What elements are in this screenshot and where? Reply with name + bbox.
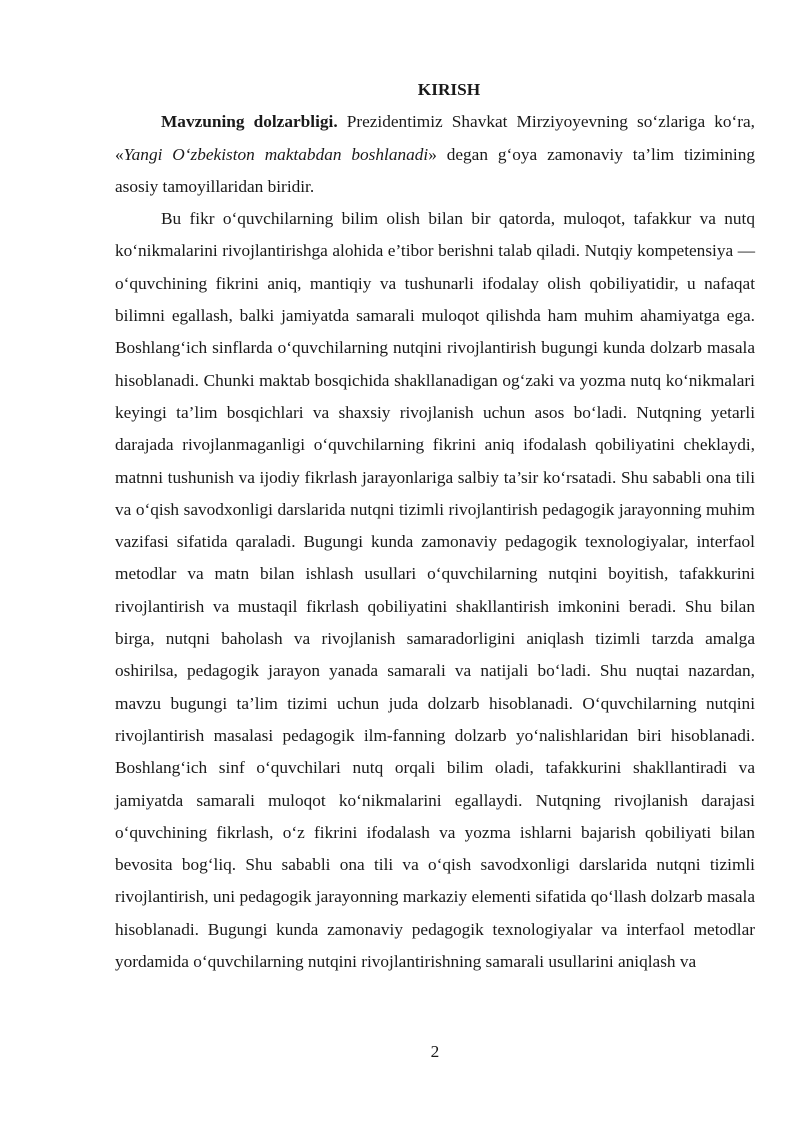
quoted-phrase: Yangi O‘zbekiston maktabdan boshlanadi (123, 144, 429, 164)
paragraph-body: Bu fikr o‘quvchilarning bilim olish bilan bir qatorda, muloqot, tafakkur va nutq ko‘nikmalarini rivojlantirishga alohida e’tibor berishni talab qiladi. Nutqiy kompetensiya — o‘quvchining fikrini aniq, mantiqiy va tushunarli ifodalay olish qobiliyatidir, u nafaqat bilimni egallash, balki jamiyatda samarali muloqot qilishda ham muhim ahamiyatga ega. Boshlang‘ich sinflarda o‘quvchilarning nutqini rivojlantirish bugungi kunda dolzarb masala hisoblanadi. Chunki maktab bosqichida shakllanadigan og‘zaki va yozma nutq ko‘nikmalari keyingi ta’lim bosqichlari va shaxsiy rivojlanish uchun asos bo‘ladi. Nutqning yetarli darajada rivojlanmaganligi o‘quvchilarning fikrini aniq ifodalash qobiliyatini cheklaydi, matnni tushunish va ijodiy fikrlash jarayonlariga salbiy ta’sir ko‘rsatadi. Shu sababli ona tili va o‘qish savodxonligi darslarida nutqni tizimli rivojlantirish pedagogik jarayonning muhim vazifasi sifatida qaraladi. Bugungi kunda zamonaviy pedagogik texnologiyalar, interfaol metodlar va matn bilan ishlash usullari o‘quvchilarning nutqini boyitish, tafakkurini rivojlantirish va mustaqil fikrlash qobiliyatini shakllantirish imkonini beradi. Shu bilan birga, nutqni baholash va rivojlanish samaradorligini aniqlash tizimli tarzda amalga oshirilsa, pedagogik jarayon yanada samarali va natijali bo‘ladi. Shu nuqtai nazardan, mavzu bugungi ta’lim tizimi uchun juda dolzarb hisoblanadi. O‘quvchilarning nutqini rivojlantirish masalasi pedagogik ilm-fanning dolzarb yo‘nalishlaridan biri hisoblanadi. Boshlang‘ich sinf o‘quvchilari nutq orqali bilim oladi, tafakkurini shakllantiradi va jamiyatda samarali muloqot ko‘nikmalarini egallaydi. Nutqning rivojlanish darajasi o‘quvchining fikrlash, o‘z fikrini ifodalash va yozma ishlarni bajarish qobiliyati bilan bevosita bog‘liq. Shu sababli ona tili va o‘qish savodxonligi darslarida nutqni tizimli rivojlantirish, uni pedagogik jarayonning markaziy elementi sifatida qo‘llash dolzarb masala hisoblanadi. Bugungi kunda zamonaviy pedagogik texnologiyalar va interfaol metodlar yordamida o‘quvchilarning nutqini rivojlantirishning samarali usullarini aniqlash va (115, 209, 755, 972)
paragraph-text: » degan g‘oya zamonaviy ta’lim tizimining asosiy tamoyillaridan biridir. (115, 144, 755, 196)
document-body (115, 74, 755, 978)
lead-phrase: Mavzuning dolzarbligi. (161, 112, 338, 132)
section-heading: KIRISH (417, 80, 481, 99)
page-number: 2 (430, 1042, 440, 1061)
paragraph-text: Prezidentimiz Shavkat Mirziyoyevning so‘zlariga ko‘ra, « (115, 112, 755, 164)
paragraph-intro (115, 106, 755, 203)
